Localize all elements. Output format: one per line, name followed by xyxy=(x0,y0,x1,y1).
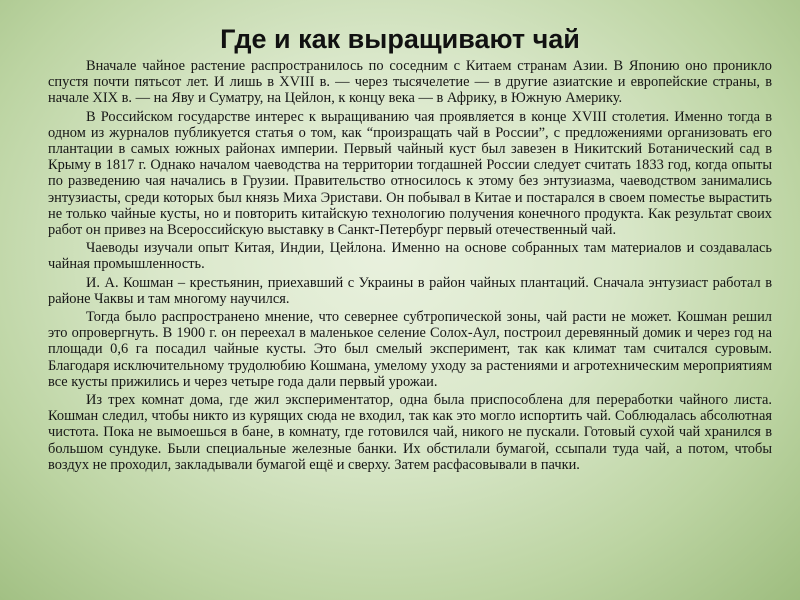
paragraph-koshman-intro: И. А. Кошман – крестьянин, приехавший с Украины в район чайных плантаций. Сначала энтузиаст работал в районе Чаквы и там многому научился. xyxy=(48,274,772,307)
paragraph-tea-spread: Вначале чайное растение распространилось по соседним с Китаем странам Азии. В Японию оно проникло спустя почти пятьсот лет. И лишь в XVIII в. — через тысячелетие — в другие азиатские и европейские страны, в начале XIX в. — на Яву и Суматру, на Цейлон, к концу века — в Африку, в Южную Америку. xyxy=(48,58,772,107)
paragraph-tea-in-russia: В Российском государстве интерес к выращиванию чая проявляется в конце XVIII столетия. Именно тогда в одном из журналов публикуется статья о том, как “произращать чай в России”, с предложениями организовать его плантации в самых южных районах империи. Первый чайный куст был завезен в Никитский Ботанический сад в Крыму в 1817 г. Однако началом чаеводства на территории тогдашней России следует считать 1833 год, когда опыты по разведению чая начались в Грузии. Правительство относилось к этому без энтузиазма, чаеводством занимались энтузиасты, среди которых был князь Миха Эристави. Он побывал в Китае и постарался в своем поместье вырастить не только чайные кусты, но и повторить китайскую технологию получения конечного продукта. Как результат своих работ он привез на Всероссийскую выставку в Санкт-Петербург первый отечественный чай. xyxy=(48,108,772,239)
paragraph-tea-processing: Из трех комнат дома, где жил экспериментатор, одна была приспособлена для переработки чайного листа. Кошман следил, чтобы никто из курящих сюда не входил, так как это могло испортить чай. Соблюдалась абсолютная чистота. Пока не вымоешься в бане, в комнату, где готовился чай, никого не пускали. Готовый сухой чай хранился в большом сундуке. Были специальные железные банки. Их обстилали бумагой, ссыпали туда чай, а потом, чтобы воздух не проходил, закладывали бумагой ещё и сверху. Затем расфасовывали в пачки. xyxy=(48,392,772,473)
slide-title: Где и как выращивают чай xyxy=(220,24,580,54)
slide-body xyxy=(48,58,772,475)
paragraph-koshman-experiment: Тогда было распространено мнение, что севернее субтропической зоны, чай расти не может. Кошман решил это опровергнуть. В 1900 г. он переехал в маленькое селение Солох-Аул, построил деревянный домик и через год на площади 0,6 га посадил чайные кусты. Это был смелый эксперимент, так как климат там считался суровым. Благодаря исключительному трудолюбию Кошмана, умелому уходу за растениями и агротехническим мероприятиям все кусты прижились и через четыре года дали первый урожаи. xyxy=(48,309,772,390)
paragraph-tea-growers: Чаеводы изучали опыт Китая, Индии, Цейлона. Именно на основе собранных там материалов и создавалась чайная промышленность. xyxy=(48,240,772,273)
